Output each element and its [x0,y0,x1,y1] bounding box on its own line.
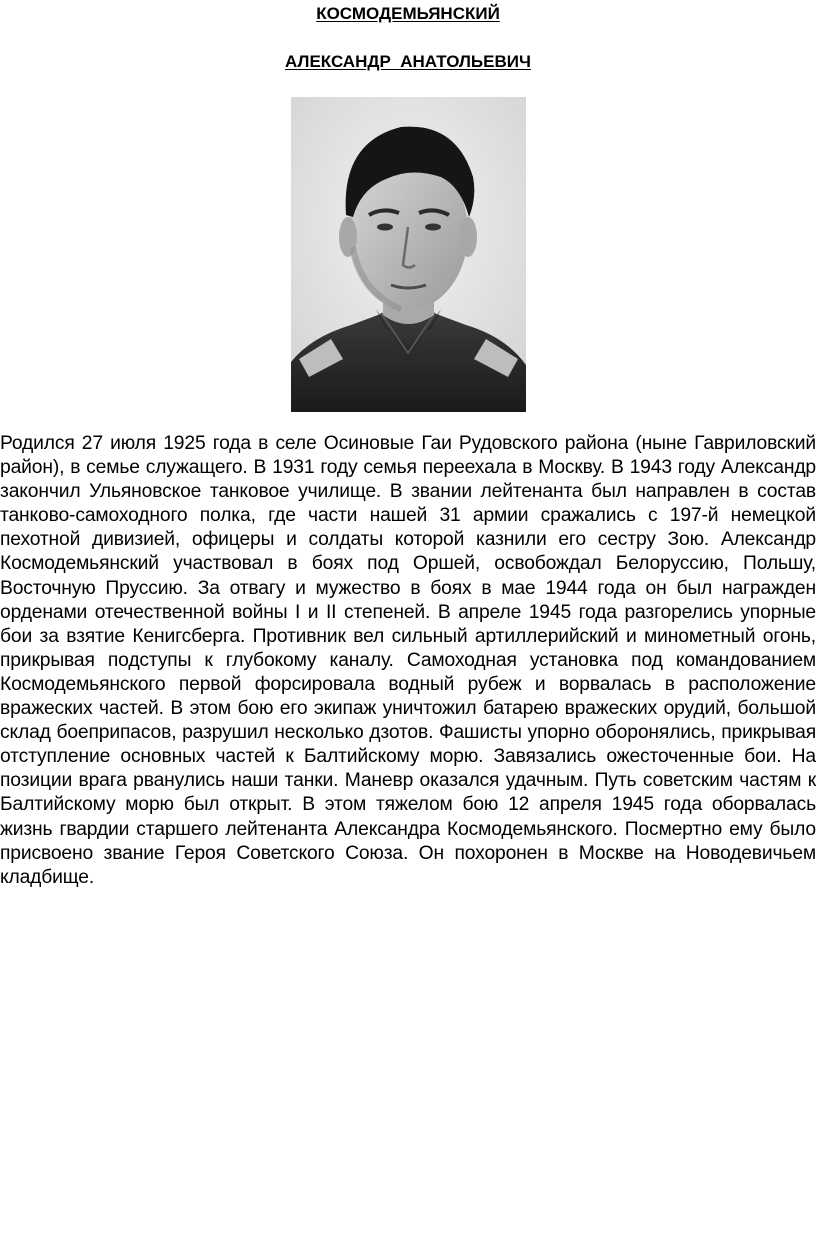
portrait-photo [291,97,526,412]
page-title-surname: КОСМОДЕМЬЯНСКИЙ [316,4,500,23]
biography-text: Родился 27 июля 1925 года в селе Осиновые Гаи Рудовского района (ныне Гавриловский район), в семье служащего. В 1931 году семья переехала в Москву. В 1943 году Александр закончил Ульяновское танковое училище. В звании лейтенанта был направлен в состав танково-самоходного полка, где части нашей 31 армии сражались с 197-й немецкой пехотной дивизией, офицеры и солдаты которой казнили его сестру Зою. Александр Космодемьянский участвовал в боях под Оршей, освобождал Белоруссию, Польшу, Восточную Пруссию. За отвагу и мужество в боях в мае 1944 года он был награжден орденами отечественной войны I и II степеней. В апреле 1945 года разгорелись упорные бои за взятие Кенигсберга. Противник вел сильный артиллерийский и минометный огонь, прикрывая подступы к глубокому каналу. Самоходная установка под командованием Космодемьянского первой форсировала водный рубеж и ворвалась в расположение вражеских частей. В этом бою его экипаж уничтожил батарею вражеских орудий, большой склад боеприпасов, разрушил несколько дзотов. Фашисты упорно оборонялись, прикрывая отступление основных частей к Балтийскому морю. Завязались ожесточенные бои. На позиции врага рванулись наши танки. Маневр оказался удачным. Путь советским частям к Балтийскому морю был открыт. В этом тяжелом бою 12 апреля 1945 года оборвалась жизнь гвардии старшего лейтенанта Александра Космодемьянского. Посмертно ему было присвоено звание Героя Советского Союза. Он похоронен в Москве на Новодевичьем кладбище. [0,433,816,888]
page-title-given-names: АЛЕКСАНДР АНАТОЛЬЕВИЧ [285,52,531,71]
